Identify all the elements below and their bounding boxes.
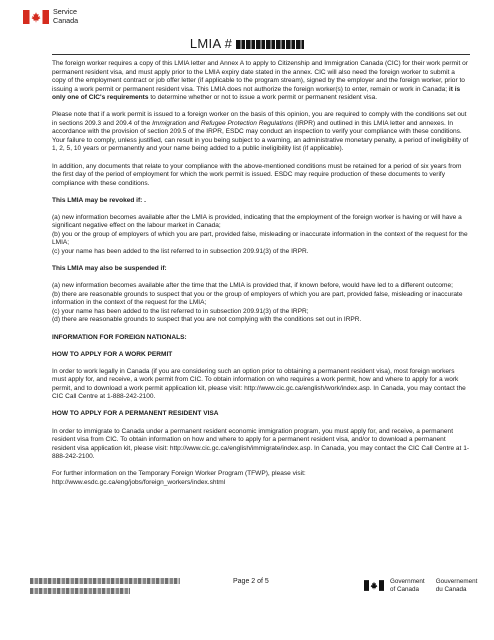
paragraph-records: In addition, any documents that relate to your compliance with the above-mentioned conditions must be retained for a period of six years from the first day of the period of employment for which the work permit is issued. ESDC may require production of these documents to verify compliance with these conditions. bbox=[52, 162, 462, 187]
page-number: Page 2 of 5 bbox=[233, 578, 269, 585]
work-permit-paragraph: In order to work legally in Canada (if you are considering such an option prior to obtaining a permanent resident visa), most foreign workers must apply for, and receive, a work permit from CIC. To obtain information on who requires a work permit, how and where to apply for a work permit, and to download a work permit application kit, please visit: http://www.cic.gc.ca/english/work/index.asp. In Canada, you may contact the CIC Call Centre at 1-888-242-2100. bbox=[52, 367, 466, 401]
title-divider bbox=[52, 54, 470, 55]
gov-en-line-2: of Canada bbox=[390, 586, 420, 593]
paragraph-compliance: Please note that if a work permit is issued to a foreign worker on the basis of this opinion, you are required to comply with the conditions set out in sections 209.3 and 209.4 of the Immigration and Refugee Protection Regulations (IRPR) and outlined in this LMIA letter and annexes. In accordance with the provision of section 209.5 of the IRPR, ESDC may conduct an inspection to verify your compliance with these conditions. Your failure to comply, unless justified, can result in you being subject to a warning, an administrative monetary penalty, a period of ineligibility of 1, 2, 5, 10 years or permanently and your name being added to a public ineligibility list (if applicable). bbox=[52, 111, 469, 153]
revoked-item-c: (c) your name has been added to the list referred to in subsection 209.91(3) of the IRPR. bbox=[52, 248, 309, 256]
government-flag-icon bbox=[364, 580, 384, 591]
work-permit-heading: HOW TO APPLY FOR A WORK PERMIT bbox=[52, 350, 173, 358]
revoked-heading: This LMIA may be revoked if: . bbox=[52, 196, 146, 204]
foreign-nationals-heading: INFORMATION FOR FOREIGN NATIONALS: bbox=[52, 333, 187, 341]
paragraph-lmia-copy: The foreign worker requires a copy of this LMIA letter and Annex A to apply to Citizenship and Immigration Canada (CIC) for their work permit or permanent resident visa, and must apply prior to the LMIA expiry date stated in the annex. CIC will also need the foreign worker to submit a copy of the employment contract or job offer letter (if applicable to the program stream), signed by the employer and the foreign worker, prior to issuing a work permit or permanent resident visa. This LMIA does not authorize the foreign worker(s) to enter, remain or work in Canada; it is only one of CIC's requirements to determine whether or not to issue a work permit or permanent resident visa. bbox=[52, 60, 468, 102]
gov-fr-line-1: Gouvernement bbox=[435, 578, 478, 585]
gov-fr-line-2: du Canada bbox=[435, 586, 467, 593]
department-name bbox=[53, 8, 78, 25]
government-wordmark bbox=[390, 578, 477, 594]
revoked-item-a: (a) new information becomes available after the LMIA is provided, indicating that the employment of the foreign worker is having or will have a significant negative effect on the labour market in Canada; bbox=[52, 213, 462, 230]
tfwp-line: For further information on the Temporary Foreign Worker Program (TFWP), please visit: bbox=[52, 470, 306, 478]
tfwp-link[interactable]: http://www.esdc.gc.ca/eng/jobs/foreign_workers/index.shtml bbox=[52, 478, 226, 486]
document-header bbox=[0, 0, 494, 36]
department-line-1: Service bbox=[53, 7, 77, 16]
document-footer bbox=[0, 574, 494, 614]
revoked-list bbox=[52, 214, 470, 257]
suspended-item-c: (c) your name has been added to the list referred to in subsection 209.91(3) of the IRPR; bbox=[52, 307, 309, 315]
suspended-item-b: (b) there are reasonable grounds to suspect that you or the group of employers of which you are part, provided false, misleading or inaccurate information in the context of the request for the LMIA; bbox=[52, 290, 463, 307]
document-body bbox=[52, 60, 470, 487]
permanent-resident-heading: HOW TO APPLY FOR A PERMANENT RESIDENT VISA bbox=[52, 410, 219, 418]
suspended-item-a: (a) new information becomes available after the time that the LMIA is provided that, if known before, would have led to a different outcome; bbox=[52, 282, 453, 290]
lmia-title-label: LMIA # bbox=[189, 36, 233, 51]
canada-flag-icon bbox=[23, 10, 49, 24]
lmia-title bbox=[0, 36, 494, 51]
suspended-item-d: (d) there are reasonable grounds to suspect that you are not complying with the conditions set out in IRPR. bbox=[52, 316, 362, 324]
suspended-list bbox=[52, 282, 470, 325]
permanent-resident-paragraph: In order to immigrate to Canada under a permanent resident economic immigration program, you must apply for, and receive, a permanent resident visa from CIC. To obtain information on how and where to apply for a permanent resident visa, and/or to download a permanent resident visa application kit, please visit: http://www.cic.gc.ca/english/immigrate/index.asp. In Canada, you may contact the CIC Call Centre at 1-888-242-2100. bbox=[52, 427, 470, 461]
redacted-lmia-number bbox=[236, 40, 304, 49]
redacted-footer-code-2 bbox=[30, 588, 130, 594]
redacted-footer-code-1 bbox=[30, 578, 180, 584]
revoked-item-b: (b) you or the group of employers of which you are part, provided false, misleading or inaccurate information in the context of the request for the LMIA; bbox=[52, 230, 468, 247]
department-line-2: Canada bbox=[53, 15, 79, 25]
suspended-heading: This LMIA may also be suspended if: bbox=[52, 265, 167, 273]
gov-en-line-1: Government bbox=[390, 578, 425, 585]
